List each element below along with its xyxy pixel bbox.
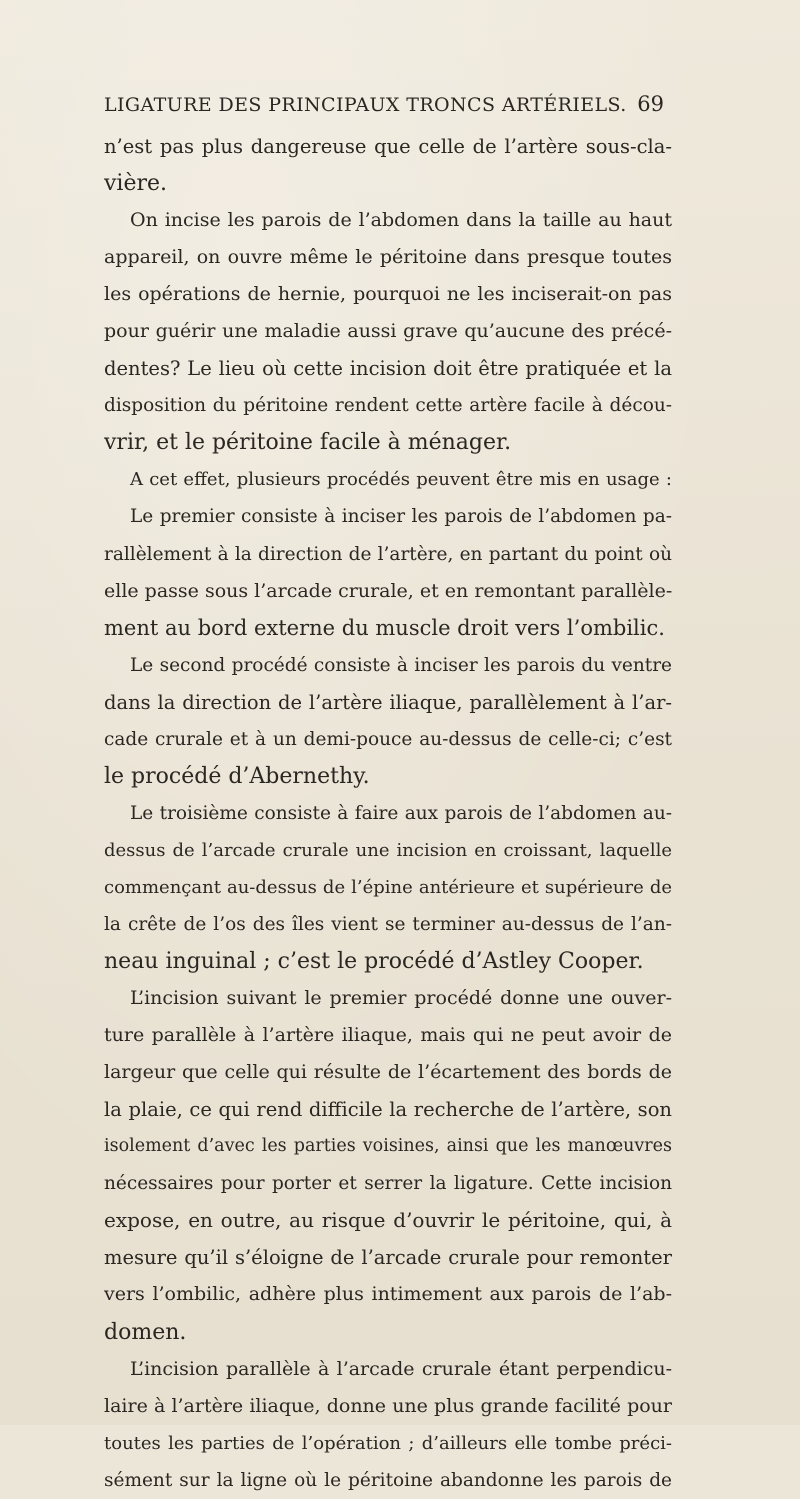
text-line: largeur que celle qui résulte de l’écartement des bords de [104,1061,672,1084]
text-line: dessus de l’arcade crurale une incision en croissant, laquelle [104,839,672,861]
text-line: domen. [104,1319,187,1345]
page-number: 69 [637,92,664,116]
text-line: Le troisième consiste à faire aux parois de l’abdomen au- [130,802,672,824]
text-line: ture parallèle à l’artère iliaque, mais qui ne peut avoir de [104,1024,672,1047]
text-line: L’incision suivant le premier procédé donne une ouver- [130,987,672,1010]
text-line: neau inguinal ; c’est le procédé d’Astley Cooper. [104,949,644,975]
text-line: On incise les parois de l’abdomen dans la taille au haut [130,209,672,232]
text-line: elle passe sous l’arcade crurale, et en remontant parallèle- [104,579,672,602]
text-line: Le second procédé consiste à inciser les parois du ventre [130,654,672,676]
text-line: disposition du péritoine rendent cette artère facile à décou- [104,395,672,417]
page-header [104,86,664,126]
text-line: rallèlement à la direction de l’artère, en partant du point où [104,543,672,565]
text-line: les opérations de hernie, pourquoi ne les inciserait-on pas [104,283,672,306]
text-line: toutes les parties de l’opération ; d’ailleurs elle tombe préci- [104,1432,672,1454]
text-line: dentes? Le lieu où cette incision doit être pratiquée et la [104,357,672,381]
text-line: expose, en outre, au risque d’ouvrir le péritoine, qui, à [104,1208,672,1233]
body-text [104,128,672,1499]
text-line: commençant au-dessus de l’épine antérieure et supérieure de [104,876,672,898]
text-line: dans la direction de l’artère iliaque, parallèlement à l’ar- [104,690,672,714]
text-line: le procédé d’Abernethy. [104,763,370,789]
text-line: laire à l’artère iliaque, donne une plus grande facilité pour [104,1394,672,1417]
running-title: LIGATURE DES PRINCIPAUX TRONCS ARTÉRIELS. [104,94,627,116]
text-line: vers l’ombilic, adhère plus intimement aux parois de l’ab- [104,1283,672,1306]
text-line: la plaie, ce qui rend difficile la recherche de l’artère, son [104,1098,672,1122]
text-line: ment au bord externe du muscle droit vers l’ombilic. [104,615,665,640]
text-line: n’est pas plus dangereuse que celle de l’artère sous-cla- [104,135,672,158]
text-line: pour guérir une maladie aussi grave qu’aucune des précé- [104,320,672,343]
text-line: vrir, et le péritoine facile à ménager. [104,430,512,456]
text-line: sément sur la ligne où le péritoine abandonne les parois de [104,1469,672,1491]
text-line: vière. [104,171,168,197]
text-line: cade crurale et à un demi-pouce au-dessus de celle-ci; c’est [104,728,672,750]
text-line: A cet effet, plusieurs procédés peuvent être mis en usage : [130,469,672,491]
text-line: isolement d’avec les parties voisines, ainsi que les manœuvres [104,1136,672,1157]
text-line: la crête de l’os des îles vient se terminer au-dessus de l’an- [104,913,672,935]
text-line: appareil, on ouvre même le péritoine dans presque toutes [104,246,672,269]
text-line: mesure qu’il s’éloigne de l’arcade crurale pour remonter [104,1246,672,1270]
text-line: L’incision parallèle à l’arcade crurale étant perpendicu- [130,1357,672,1380]
text-line: nécessaires pour porter et serrer la ligature. Cette incision [104,1173,672,1195]
text-line: Le premier consiste à inciser les parois de l’abdomen pa- [130,506,672,528]
